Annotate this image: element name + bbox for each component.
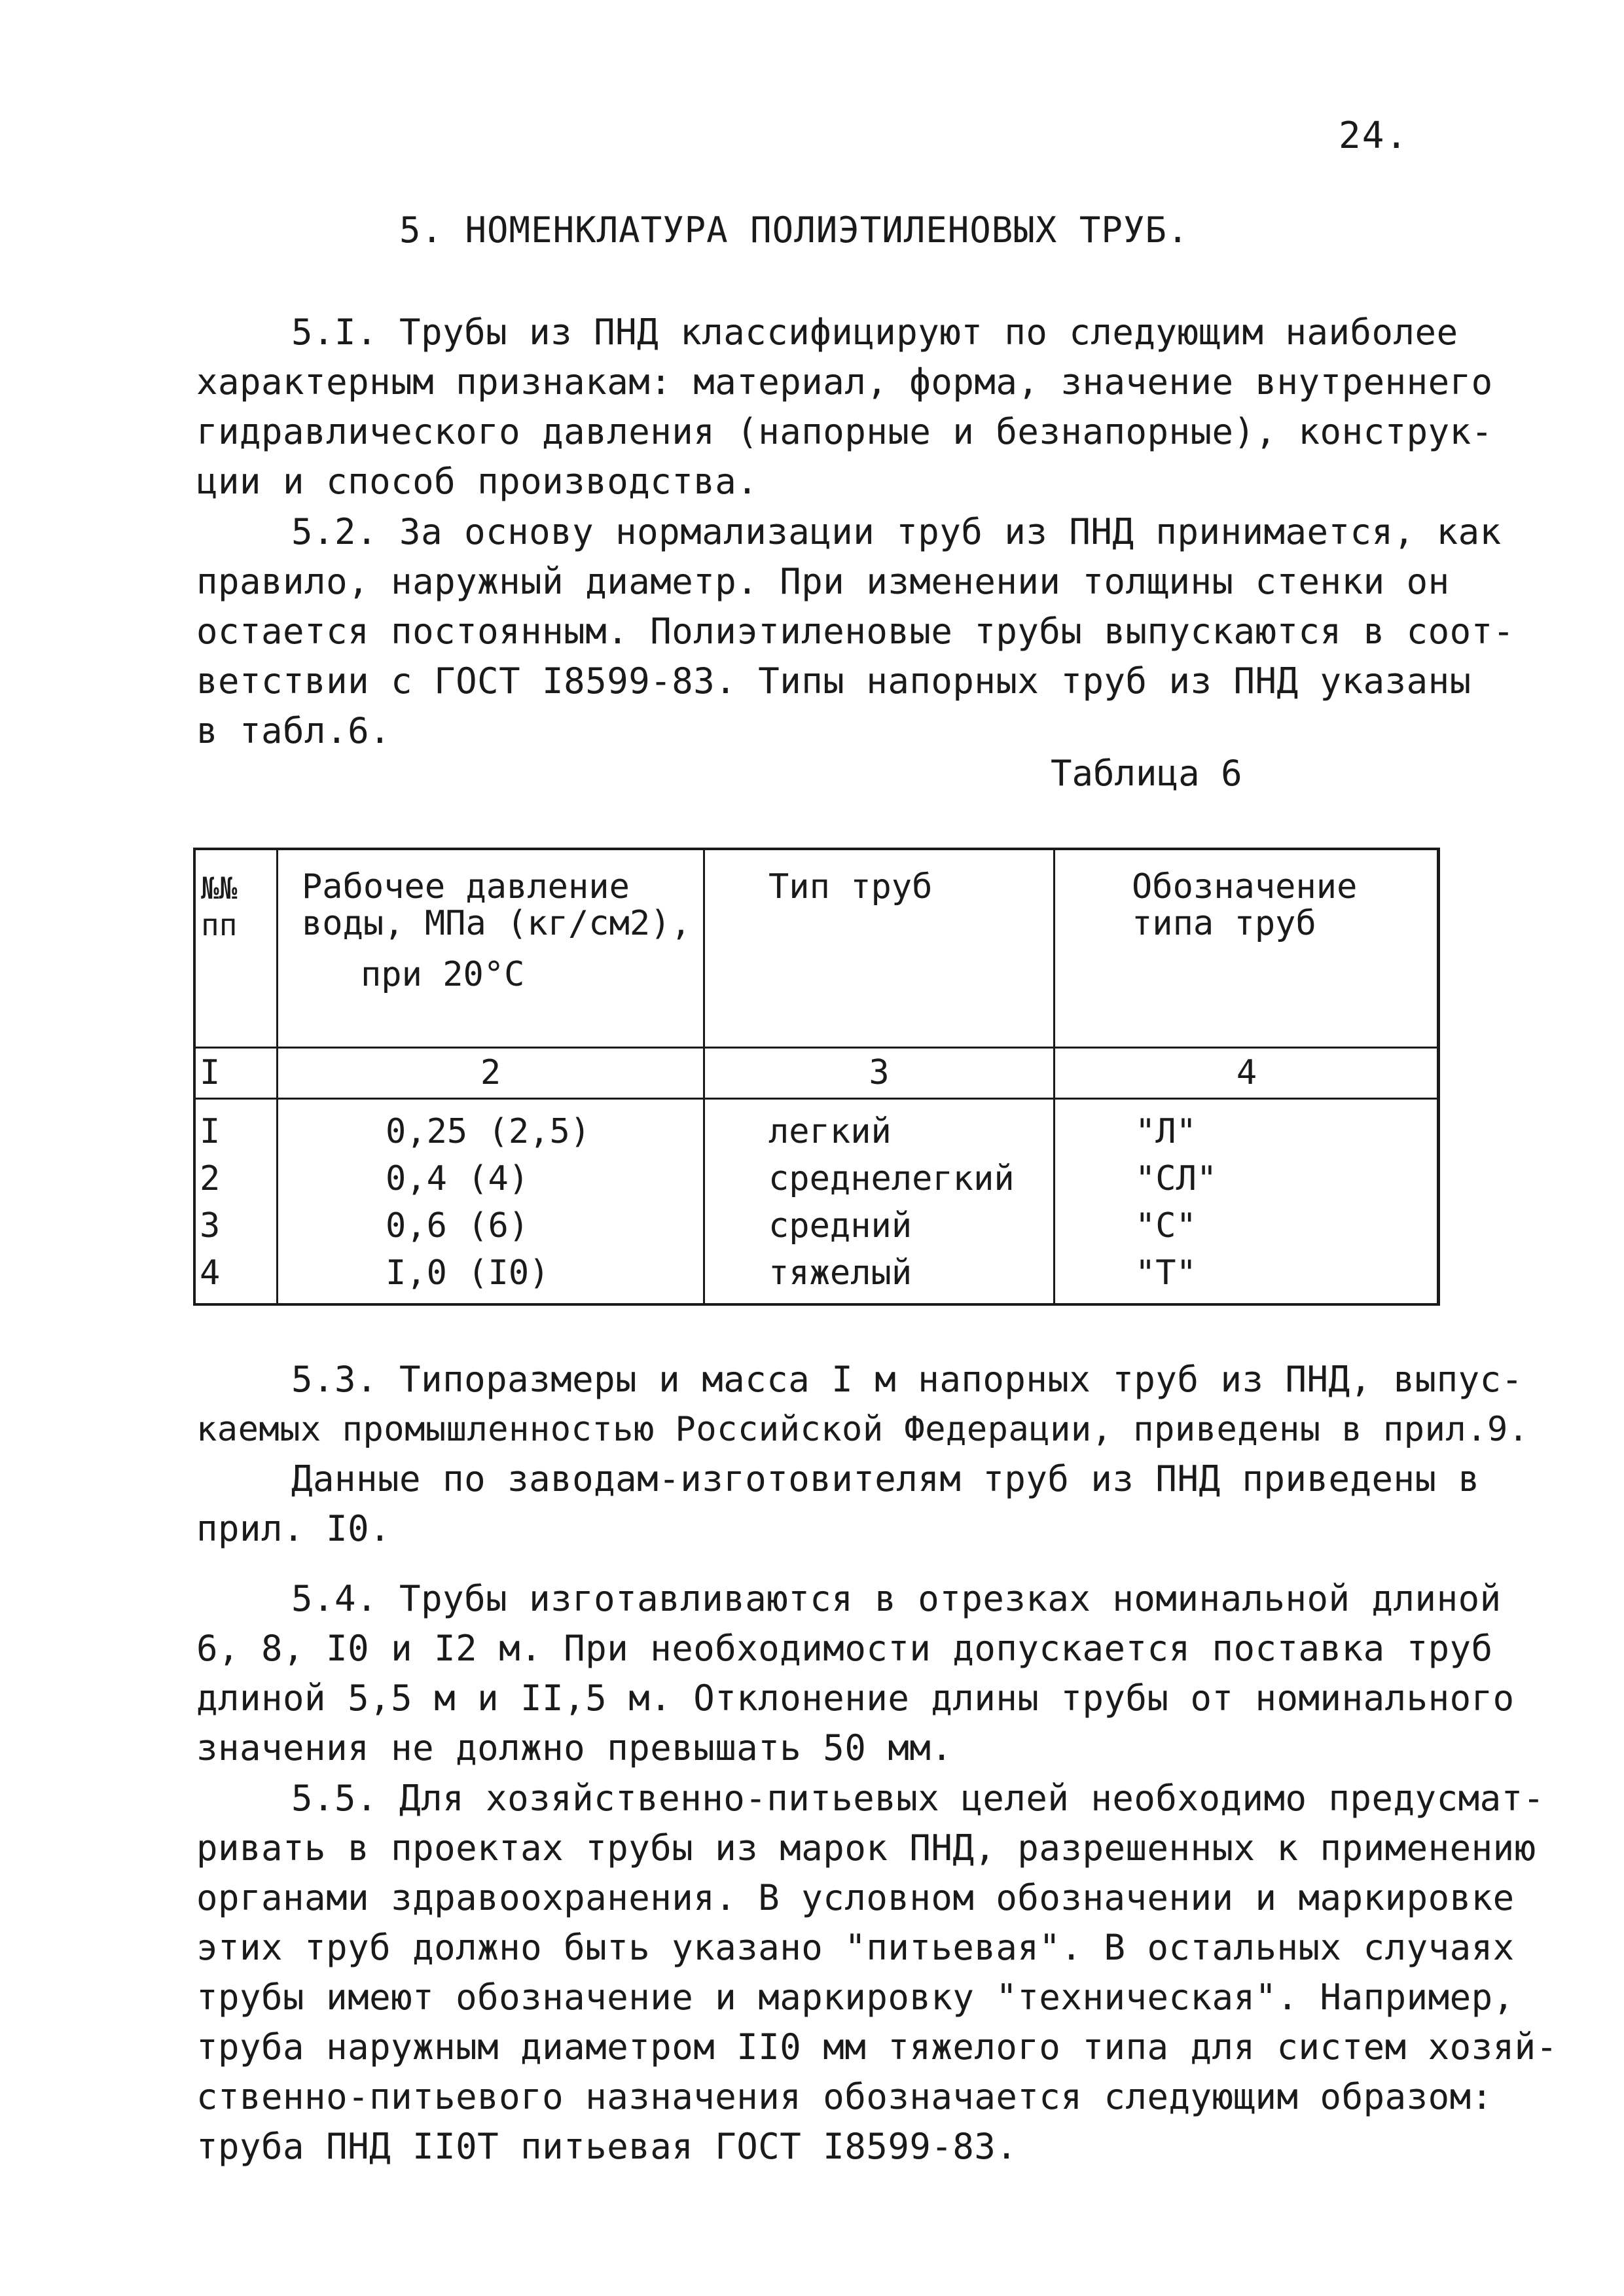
- column-number: 3: [869, 1053, 890, 1092]
- pipe-types-table: [193, 848, 1440, 1306]
- paragraph-5-1: [196, 308, 1493, 507]
- text-line: ственно-питьевого назначения обозначается следующим образом:: [196, 2076, 1493, 2117]
- table-caption: Таблица 6: [1051, 753, 1242, 794]
- header-type: Тип труб: [768, 867, 933, 906]
- text-line: 5.I. Трубы из ПНД классифицируют по следующим наиболее: [291, 312, 1458, 353]
- row-type: средний: [768, 1206, 912, 1246]
- text-line: ветствии с ГОСТ I8599-83. Типы напорных труб из ПНД указаны: [196, 660, 1471, 702]
- row-num: 2: [200, 1159, 221, 1198]
- section-title: 5. НОМЕНКЛАТУРА ПОЛИЭТИЛЕНОВЫХ ТРУБ.: [399, 209, 1189, 251]
- row-type: тяжелый: [768, 1253, 912, 1293]
- column-number: I: [200, 1053, 221, 1092]
- header-pressure: [302, 869, 691, 993]
- header-designation: [1132, 869, 1357, 942]
- text-line: остается постоянным. Полиэтиленовые трубы выпускаются в соот-: [196, 611, 1515, 652]
- header-designation-line: типа труб: [1132, 904, 1316, 943]
- page-number: 24.: [1339, 115, 1409, 157]
- row-designation: "Т": [1135, 1253, 1197, 1293]
- text-line: этих труб должно быть указано "питьевая". В остальных случаях: [196, 1927, 1515, 1968]
- header-pressure-line: воды, МПа (кг/см2),: [302, 904, 691, 943]
- text-line: гидравлического давления (напорные и безнапорные), конструк-: [196, 411, 1493, 452]
- header-pressure-line: при 20°С: [361, 955, 525, 994]
- row-pressure: 0,6 (6): [386, 1206, 530, 1246]
- paragraph-5-3: [196, 1355, 1529, 1554]
- text-line: длиной 5,5 м и II,5 м. Отклонение длины трубы от номинального: [196, 1677, 1515, 1719]
- row-num: 3: [200, 1206, 221, 1246]
- text-line: труба ПНД II0Т питьевая ГОСТ I8599-83.: [196, 2126, 1018, 2167]
- column-number: 2: [480, 1053, 501, 1092]
- paragraph-5-5: [196, 1774, 1558, 2172]
- row-num: 4: [200, 1253, 221, 1293]
- paragraph-5-2: [196, 507, 1515, 756]
- text-line: в табл.6.: [196, 710, 391, 751]
- text-line: труба наружным диаметром II0 мм тяжелого типа для систем хозяй-: [196, 2026, 1558, 2068]
- row-type: легкий: [768, 1112, 892, 1151]
- paragraph-5-4: [196, 1574, 1515, 1773]
- row-num: I: [200, 1112, 221, 1151]
- header-num-line: пп: [201, 907, 238, 942]
- header-pressure-line: Рабочее давление: [302, 867, 630, 906]
- column-number: 4: [1236, 1053, 1257, 1092]
- header-num: [201, 870, 237, 943]
- table-header-divider: [196, 1047, 1437, 1049]
- text-line: трубы имеют обозначение и маркировку "техническая". Например,: [196, 1977, 1515, 2018]
- row-pressure: 0,4 (4): [386, 1159, 530, 1198]
- header-designation-line: Обозначение: [1132, 867, 1358, 906]
- row-designation: "СЛ": [1135, 1159, 1218, 1198]
- text-line: характерным признакам: материал, форма, значение внутреннего: [196, 361, 1493, 403]
- header-num-line: №№: [201, 870, 238, 906]
- text-line: Данные по заводам-изготовителям труб из ПНД приведены в: [291, 1458, 1480, 1499]
- row-designation: "С": [1135, 1206, 1197, 1246]
- row-type: среднелегкий: [768, 1159, 1015, 1198]
- text-line: 5.5. Для хозяйственно-питьевых целей необходимо предусмат-: [291, 1778, 1545, 1819]
- text-line: 6, 8, I0 и I2 м. При необходимости допускается поставка труб: [196, 1628, 1493, 1669]
- text-line: 5.3. Типоразмеры и масса I м напорных труб из ПНД, выпус-: [291, 1359, 1523, 1400]
- text-line: органами здравоохранения. В условном обозначении и маркировке: [196, 1877, 1515, 1918]
- row-pressure: 0,25 (2,5): [386, 1112, 591, 1151]
- text-line: значения не должно превышать 50 мм.: [196, 1727, 953, 1768]
- text-line: ривать в проектах трубы из марок ПНД, разрешенных к применению: [196, 1827, 1536, 1869]
- text-line: 5.4. Трубы изготавливаются в отрезках номинальной длиной: [291, 1578, 1502, 1619]
- table-number-row-divider: [196, 1098, 1437, 1100]
- row-designation: "Л": [1135, 1112, 1197, 1151]
- row-pressure: I,0 (I0): [386, 1253, 550, 1293]
- text-line: ции и способ производства.: [196, 461, 759, 502]
- text-line: 5.2. За основу нормализации труб из ПНД принимается, как: [291, 511, 1502, 552]
- text-line: прил. I0.: [196, 1508, 391, 1549]
- text-line: каемых промышленностью Российской Федерации, приведены в прил.9.: [196, 1410, 1529, 1449]
- text-line: правило, наружный диаметр. При изменении толщины стенки он: [196, 561, 1450, 602]
